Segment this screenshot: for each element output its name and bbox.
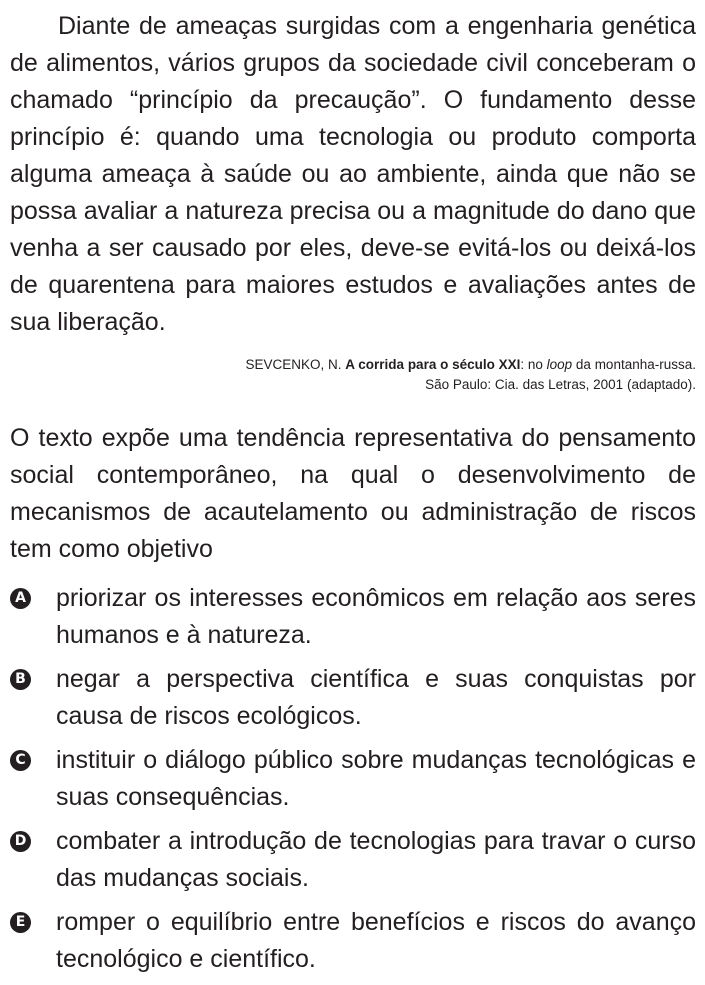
alternative-c-text: instituir o diálogo público sobre mudanças tecnológicas e suas consequências. <box>56 746 696 811</box>
alternatives-list <box>10 580 696 978</box>
citation-subtitle-suffix: da montanha-russa. <box>572 357 696 372</box>
letter-b-badge-icon: B <box>10 669 31 690</box>
passage-text: Diante de ameaças surgidas com a engenharia genética de alimentos, vários grupos da sociedade civil conceberam o chamado “princípio da precaução”. O fundamento desse princípio é: quando uma tecnologia ou produto comporta alguma ameaça à saúde ou ao ambiente, ainda que não se possa avaliar a natureza precisa ou a magnitude do dano que venha a ser causado por eles, deve-se evitá-los ou deixá-los de quarentena para maiores estudos e avaliações antes de sua liberação. <box>10 12 696 336</box>
citation-publisher: São Paulo: Cia. das Letras, 2001 (adaptado). <box>425 377 696 392</box>
letter-e-badge-icon: E <box>10 912 31 933</box>
alternative-d[interactable] <box>10 823 696 897</box>
citation-author: SEVCENKO, N. <box>245 357 342 372</box>
question-page <box>10 8 696 985</box>
citation-subtitle-italic: loop <box>546 357 573 372</box>
alternative-e-text: romper o equilíbrio entre benefícios e riscos do avanço tecnológico e científico. <box>56 908 696 973</box>
alternative-b[interactable] <box>10 661 696 735</box>
alternative-a[interactable] <box>10 580 696 654</box>
alternative-c[interactable] <box>10 742 696 816</box>
citation-line-1 <box>10 355 696 375</box>
alternative-b-text: negar a perspectiva científica e suas conquistas por causa de riscos ecológicos. <box>56 665 696 730</box>
alternative-a-text: priorizar os interesses econômicos em relação aos seres humanos e à natureza. <box>56 584 696 649</box>
alternative-d-text: combater a introdução de tecnologias para travar o curso das mudanças sociais. <box>56 827 696 892</box>
alternative-e[interactable] <box>10 904 696 978</box>
letter-d-badge-icon: D <box>10 831 31 852</box>
letter-a-badge-icon: A <box>10 588 31 609</box>
citation-title: A corrida para o século XXI <box>345 357 521 372</box>
question-stem: O texto expõe uma tendência representativa do pensamento social contemporâneo, na qual o desenvolvimento de mecanismos de acautelamento ou administração de riscos tem como objetivo <box>10 424 696 563</box>
source-citation <box>10 355 696 395</box>
citation-subtitle-prefix: : no <box>520 357 547 372</box>
letter-c-badge-icon: C <box>10 750 31 771</box>
